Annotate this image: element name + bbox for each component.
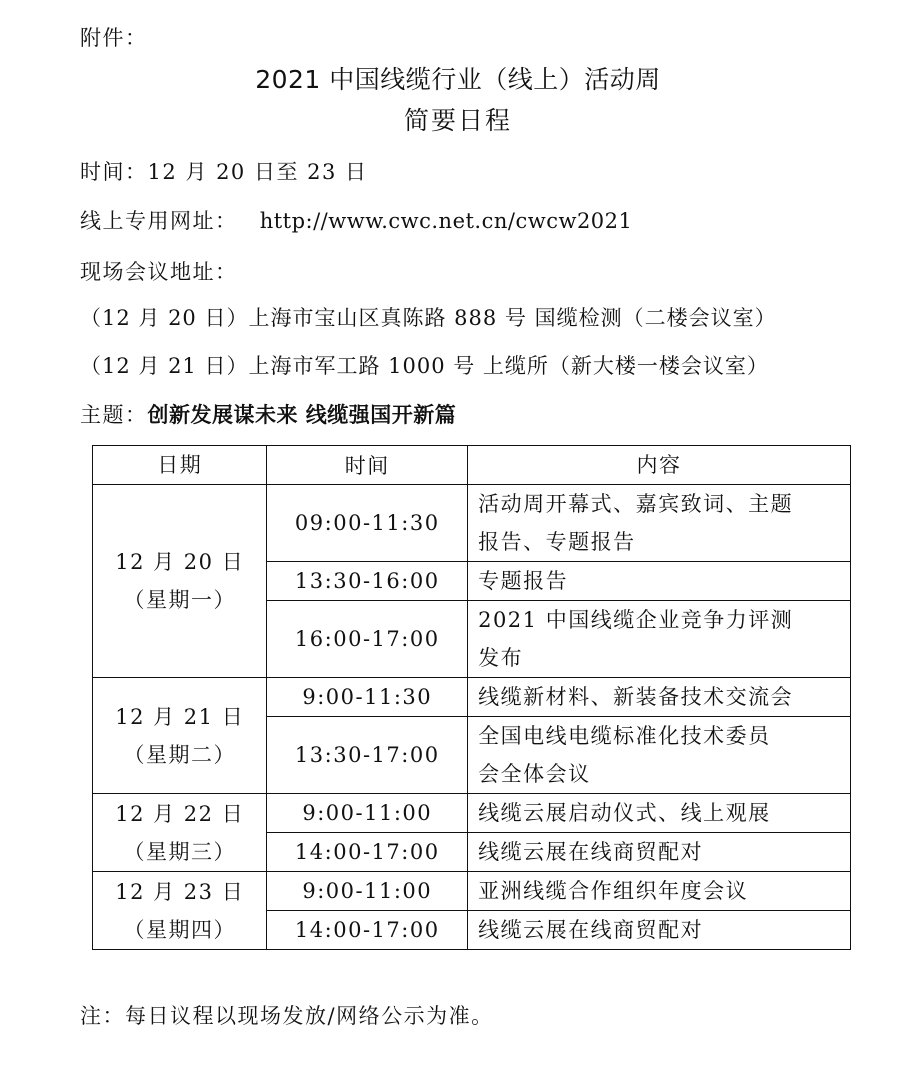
time-cell: 13:30-17:00 [267,717,468,794]
date-cell [93,678,267,794]
content-line: 线缆新材料、新装备技术交流会 [478,685,794,709]
content-cell [468,794,851,833]
date-cell [93,485,267,678]
content-cell [468,911,851,950]
date-cell [93,794,267,872]
date-text: 12 月 23 日 [115,879,245,904]
time-cell: 9:00-11:00 [267,794,468,833]
content-line: 线缆云展在线商贸配对 [478,918,704,942]
content-line: 发布 [478,646,524,670]
header-time: 时间 [267,446,468,485]
content-cell [468,562,851,601]
table-row [93,678,851,717]
content-line: 报告、专题报告 [478,530,636,554]
online-url-line [80,205,632,235]
content-line: 会全体会议 [478,762,591,786]
venue-line-2: （12 月 21 日）上海市军工路 1000 号 上缆所（新大楼一楼会议室） [80,354,769,378]
theme-text: 创新发展谋未来 线缆强国开新篇 [147,403,457,427]
content-line: 专题报告 [478,569,569,593]
content-cell [468,485,851,562]
time-cell: 14:00-17:00 [267,833,468,872]
header-content: 内容 [468,446,851,485]
document-subtitle: 简要日程 [403,106,512,135]
date-text: 12 月 20 日 [115,550,245,574]
time-cell: 13:30-16:00 [267,562,468,601]
table-row [93,794,851,833]
time-cell: 9:00-11:00 [267,872,468,911]
table-row [93,485,851,562]
venue-label: 现场会议地址： [80,260,238,284]
table-header-row [93,446,851,485]
footnote: 注：每日议程以现场发放/网络公示为准。 [80,1004,494,1028]
online-url-label: 线上专用网址： [80,209,238,233]
time-cell: 16:00-17:00 [267,601,468,678]
content-cell [468,833,851,872]
content-line: 2021 中国线缆企业竞争力评测 [478,608,794,632]
content-cell [468,601,851,678]
table-row [93,872,851,911]
content-cell [468,678,851,717]
theme-line [80,399,456,429]
time-cell: 9:00-11:30 [267,678,468,717]
event-time: 时间：12 月 20 日至 23 日 [80,160,368,184]
weekday-text: （星期三） [123,839,236,864]
time-cell: 09:00-11:30 [267,485,468,562]
weekday-text: （星期一） [123,588,236,612]
content-line: 活动周开幕式、嘉宾致词、主题 [478,492,794,516]
content-cell [468,872,851,911]
date-text: 12 月 21 日 [115,704,245,729]
theme-label: 主题： [80,403,148,427]
header-date: 日期 [93,446,267,485]
weekday-text: （星期二） [123,742,236,767]
document-title: 2021 中国线缆行业（线上）活动周 [255,65,661,94]
attachment-label: 附件： [80,26,148,50]
content-cell [468,717,851,794]
weekday-text: （星期四） [123,917,236,942]
content-line: 全国电线电缆标准化技术委员 [478,724,771,748]
date-cell [93,872,267,950]
time-cell: 14:00-17:00 [267,911,468,950]
content-line: 线缆云展在线商贸配对 [478,840,704,864]
venue-line-1: （12 月 20 日）上海市宝山区真陈路 888 号 国缆检测（二楼会议室） [80,306,777,330]
date-text: 12 月 22 日 [115,801,245,826]
schedule-table [92,445,851,950]
online-url[interactable]: http://www.cwc.net.cn/cwcw2021 [259,209,633,233]
content-line: 亚洲线缆合作组织年度会议 [478,879,749,903]
content-line: 线缆云展启动仪式、线上观展 [478,801,771,825]
